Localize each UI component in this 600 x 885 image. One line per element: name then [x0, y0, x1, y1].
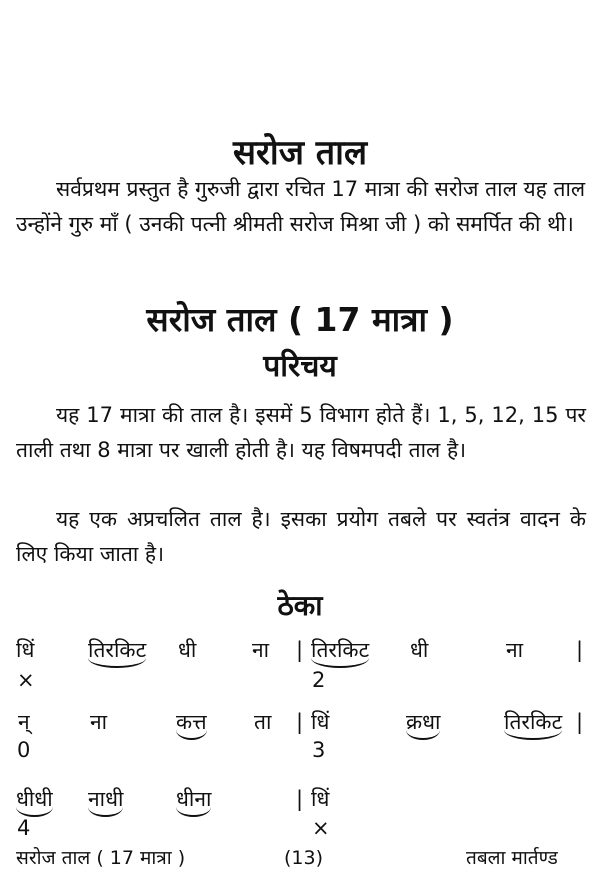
vibhag-divider: | — [576, 638, 584, 662]
parichay-text-2: यह एक अप्रचलित ताल है। इसका प्रयोग तबले पर स्वतंत्र वादन के लिए किया जाता है। — [16, 507, 586, 566]
khali-mark: 0 — [17, 738, 31, 762]
bol: धिं — [311, 787, 330, 811]
bol-joined: धीधी — [16, 785, 53, 817]
bol: ना — [506, 638, 524, 662]
bol-joined: नाधी — [88, 785, 123, 817]
page-heading: सरोज ताल — [233, 133, 367, 173]
bol-joined: धीना — [176, 785, 211, 817]
book-title: तबला मार्तण्ड — [466, 847, 558, 869]
parichay-paragraph-1 — [16, 398, 586, 468]
vibhag-divider: | — [296, 787, 304, 811]
bol: ना — [252, 638, 270, 662]
vibhag-divider: | — [296, 710, 304, 734]
vibhag-divider: | — [296, 638, 304, 662]
bol-joined: क्रधा — [406, 708, 440, 740]
bol-joined: तिरकिट — [311, 636, 369, 668]
bol: धी — [410, 638, 429, 662]
tali-mark: 2 — [312, 668, 326, 692]
sam-mark: × — [17, 668, 35, 692]
parichay-text-1: यह 17 मात्रा की ताल है। इसमें 5 विभाग होते हैं। 1, 5, 12, 15 पर ताली तथा 8 मात्रा पर खाली होती है। यह विषमपदी ताल है। — [16, 403, 586, 462]
page-number: (13) — [284, 847, 324, 869]
bol: न् — [18, 710, 30, 734]
theka-heading: ठेका — [277, 589, 323, 622]
bol-joined: कत्त — [176, 708, 207, 740]
footer-title: सरोज ताल ( 17 मात्रा ) — [16, 847, 186, 869]
parichay-heading: परिचय — [263, 349, 337, 384]
bol: धी — [178, 638, 197, 662]
bol: ता — [254, 710, 272, 734]
tal-title: सरोज ताल ( 17 मात्रा ) — [146, 300, 454, 339]
sam-mark: × — [312, 816, 330, 840]
bol: धिं — [16, 638, 35, 662]
tali-mark: 3 — [312, 738, 326, 762]
vibhag-divider: | — [576, 710, 584, 734]
tali-mark: 4 — [17, 816, 31, 840]
parichay-paragraph-2 — [16, 502, 586, 572]
bol: ना — [90, 710, 108, 734]
bol-joined: तिरकिट — [504, 708, 562, 740]
bol-joined: तिरकिट — [88, 636, 146, 668]
intro-text: सर्वप्रथम प्रस्तुत है गुरुजी द्वारा रचित 17 मात्रा की सरोज ताल यह ताल उन्होंने गुरु माँ ( उनकी पत्नी श्रीमती सरोज मिश्रा जी ) को समर्पित की थी। — [16, 177, 586, 236]
intro-paragraph — [16, 172, 586, 242]
bol: धिं — [311, 710, 330, 734]
